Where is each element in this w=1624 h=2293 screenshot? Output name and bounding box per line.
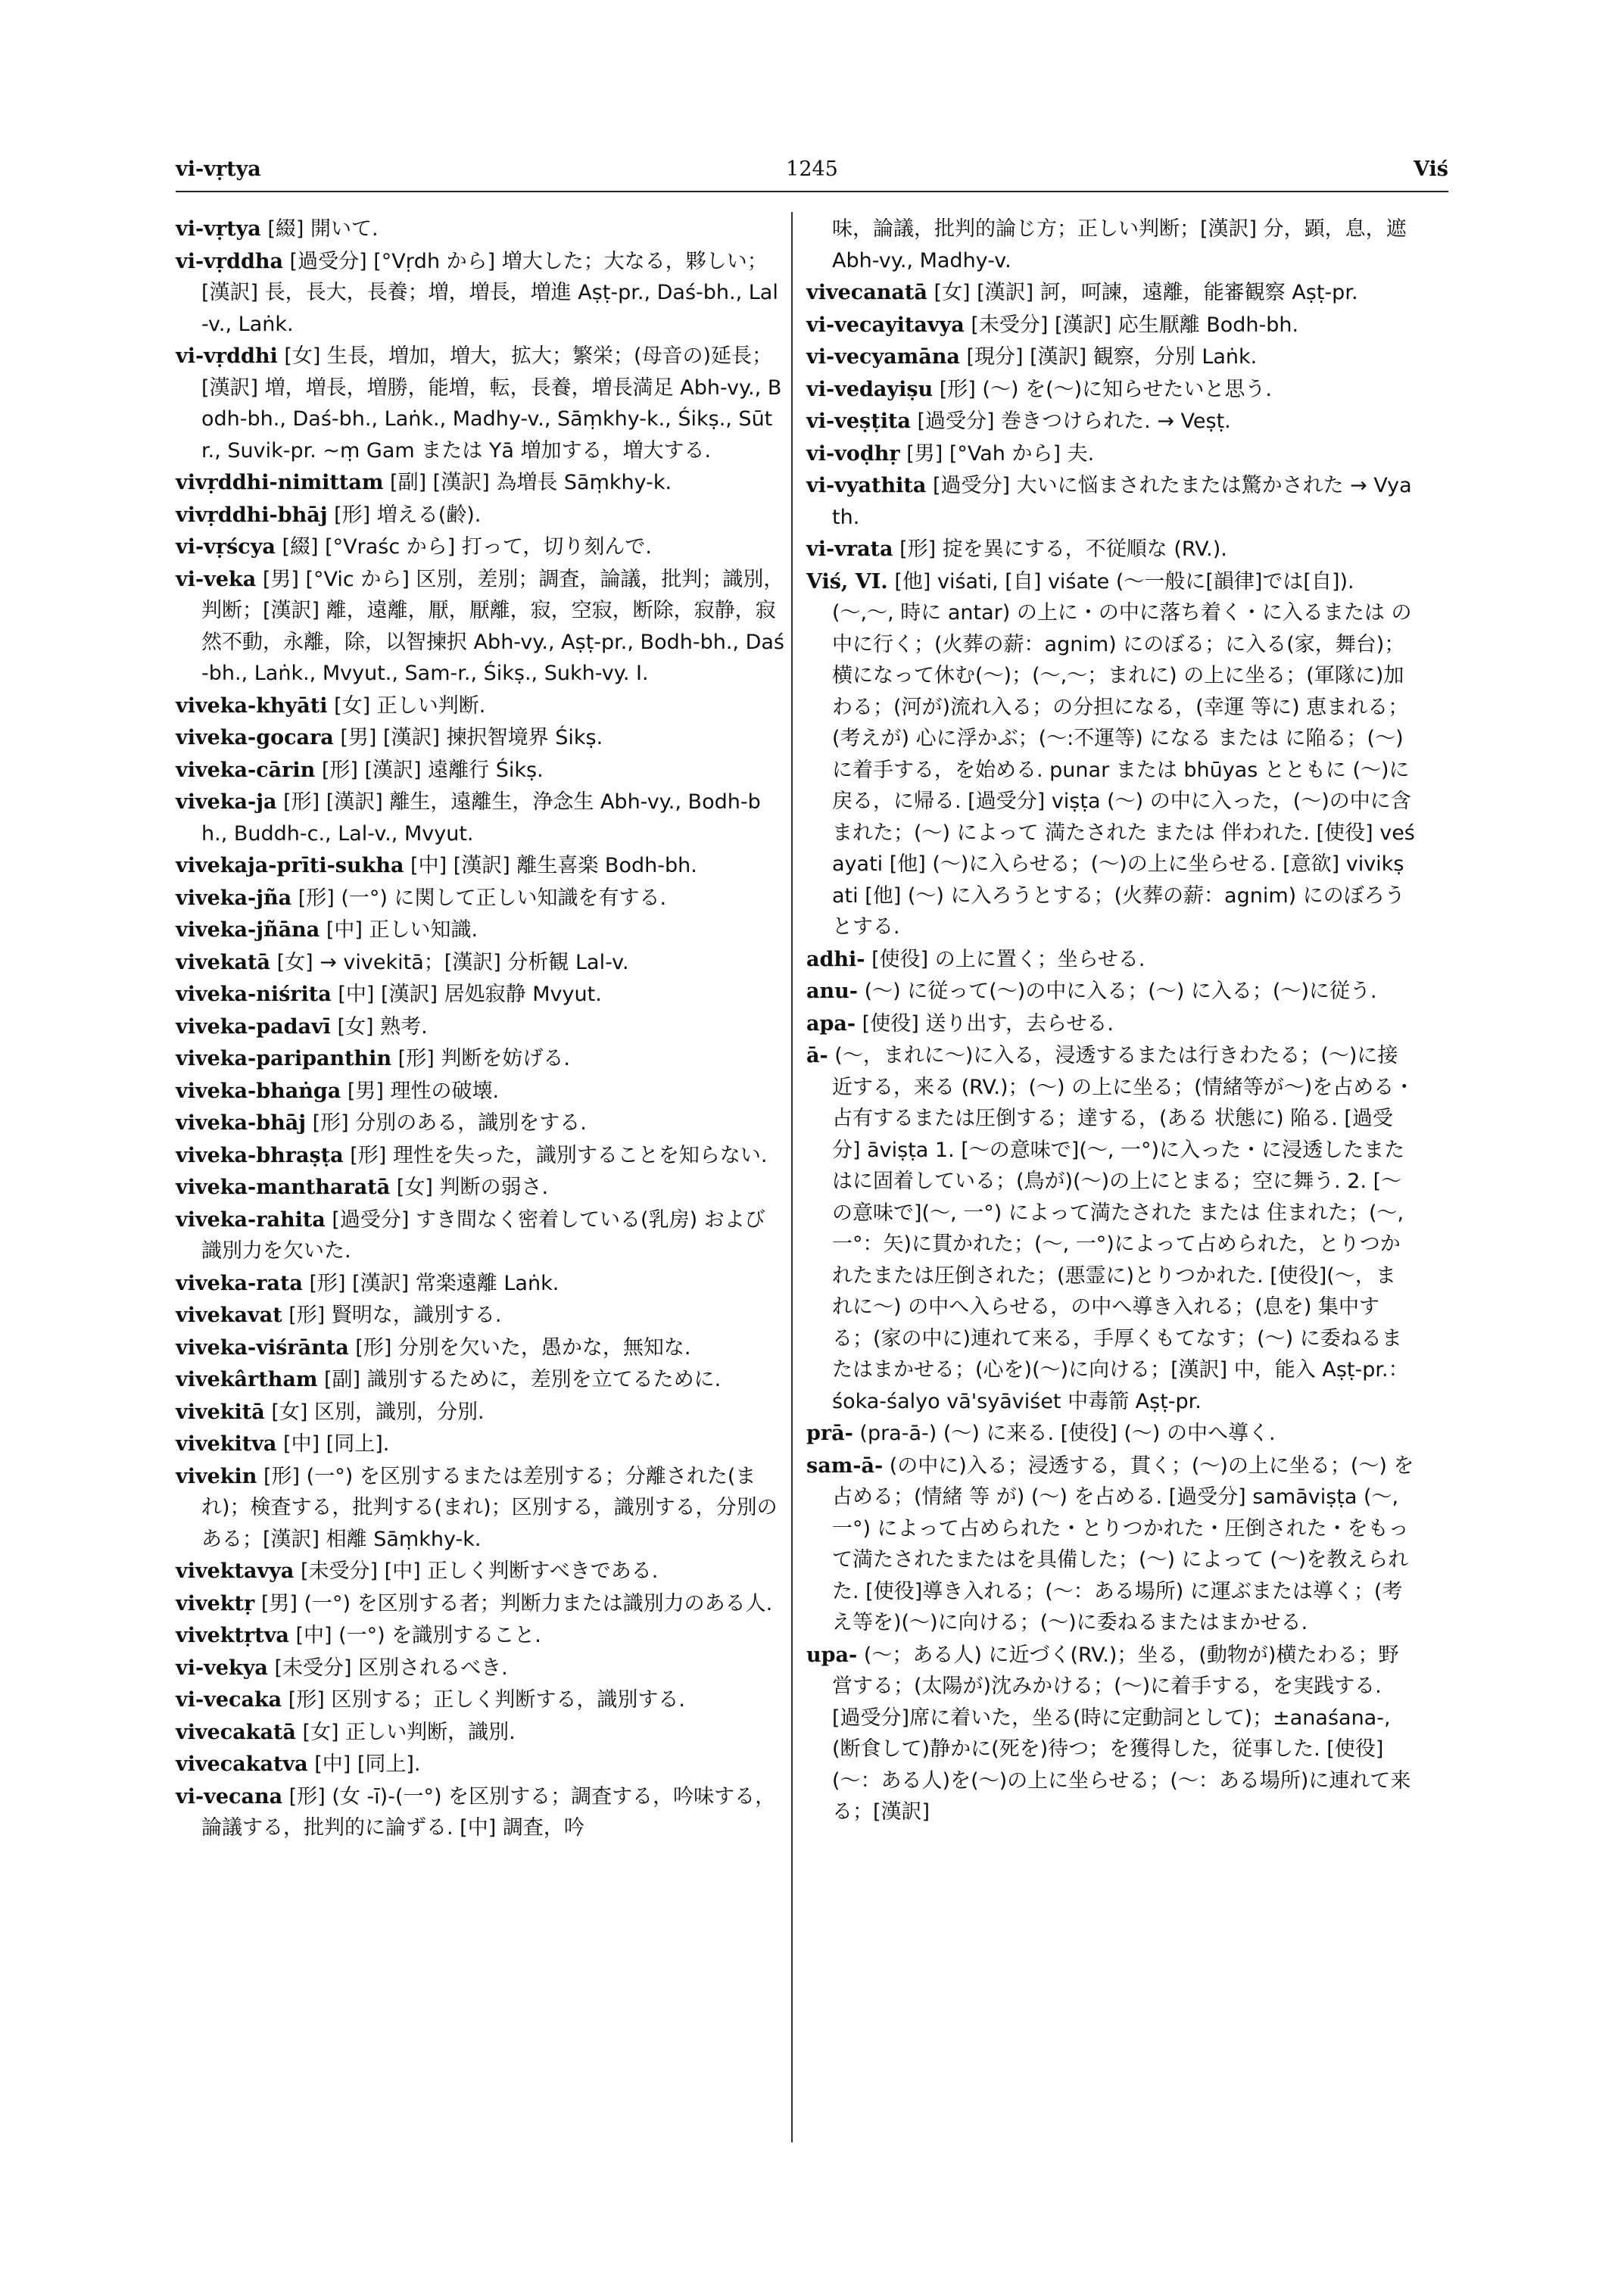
headword: vivektṛtva bbox=[176, 1624, 289, 1647]
dictionary-entry bbox=[176, 1749, 785, 1781]
headword: ā- bbox=[806, 1044, 828, 1067]
definition: [形] (〜) を(〜)に知らせたいと思う. bbox=[939, 377, 1272, 401]
definition: [中] [漢訳] 離生喜楽 Bodh-bh. bbox=[410, 854, 697, 877]
column-divider bbox=[791, 212, 793, 2142]
dictionary-entry bbox=[806, 438, 1416, 470]
headword: viveka-paripanthin bbox=[176, 1047, 392, 1070]
dictionary-entry bbox=[176, 1397, 785, 1428]
headword: vi-vekya bbox=[176, 1656, 268, 1680]
definition: [女] [漢訳] 訶，呵諫，遠離，能審観察 Aṣṭ-pr. bbox=[934, 281, 1358, 304]
dictionary-entry bbox=[176, 690, 785, 722]
dictionary-entry bbox=[176, 1620, 785, 1652]
left-column bbox=[176, 213, 785, 1845]
headword: prā- bbox=[806, 1422, 853, 1445]
definition: [中] (一°) を識別すること. bbox=[295, 1624, 541, 1647]
page-number: 1245 bbox=[786, 157, 838, 181]
definition: [形] [漢訳] 常楽遠離 Laṅk. bbox=[309, 1271, 560, 1295]
definition: (の中に)入る；浸透する，貫く；(〜)の上に坐る；(〜) を占める；(情緒 等 が) (〜) を占める. [過受分] samāviṣṭa (〜, 一°) によって占められた・とりつかれた・圧倒された・をもって満たされたまたはを具備した；(〜) によって (〜)を教えられた. [使役]導き入れる；(〜：ある場所) に運ぶまたは導く；(考え等を)(〜)に向ける；(〜)に委ねるまたはまかせる. bbox=[832, 1453, 1414, 1634]
headword: viveka-bhraṣṭa bbox=[176, 1143, 344, 1167]
definition: (〜，まれに〜)に入る，浸透するまたは行きわたる；(〜)に接近する，来る (RV.)；(〜) の上に坐る；(情緒等が〜)を占める・占有するまたは圧倒する；達する，(ある 状態に) 陥る. [過受分] āviṣṭa 1. [〜の意味で](〜, 一°)に入った・に浸透したまたはに固着している；(鳥が)(〜)の上にとまる；空に舞う. 2. [〜の意味で](〜, 一°) によって満たされた または 住まれた；(〜, 一°：矢)に貫かれた；(〜, 一°)によって占められた，とりつかれたまたは圧倒された；(悪霊に)とりつかれた. [使役](〜，まれに〜) の中へ入らせる，の中へ導き入れる；(息を) 集中する；(家の中に)連れて来る，手厚くもてなす；(〜) に委ねるまたはまかせる；(心を)(〜)に向ける；[漢訳] 中，能入 Aṣṭ-pr.：śoka-śalyo vā'syāviśet 中毒箭 Aṣṭ-pr. bbox=[832, 1044, 1415, 1413]
headword: viveka-niśrita bbox=[176, 983, 332, 1006]
definition: [綴] [°Vraśc から] 打って，切り刻んで. bbox=[282, 535, 652, 559]
headword: vi-vecana bbox=[176, 1784, 283, 1809]
definition: 味，論議，批判的論じ方；正しい判断；[漢訳] 分，顕，息，遮 Abh-vy., Madhy-v. bbox=[832, 217, 1407, 273]
headword: apa- bbox=[806, 1011, 856, 1036]
definition: [現分] [漢訳] 観察，分別 Laṅk. bbox=[966, 345, 1258, 369]
definition: [中] [同上]. bbox=[283, 1432, 390, 1456]
headword: viveka-padavī bbox=[176, 1014, 331, 1039]
dictionary-entry bbox=[176, 947, 785, 979]
dictionary-entry bbox=[806, 213, 1416, 276]
headword: viveka-mantharatā bbox=[176, 1176, 391, 1199]
dictionary-entry bbox=[176, 883, 785, 914]
headword: vi-vecayitavya bbox=[806, 313, 965, 337]
dictionary-entry bbox=[806, 944, 1416, 976]
headword: vivekârtham bbox=[176, 1368, 318, 1391]
dictionary-entry bbox=[176, 564, 785, 690]
headword: viveka-gocara bbox=[176, 726, 334, 749]
definition: [未受分] [漢訳] 応生厭離 Bodh-bh. bbox=[971, 313, 1299, 337]
headword: anu- bbox=[806, 980, 858, 1003]
definition: (〜) に従って(〜)の中に入る；(〜) に入る；(〜)に従う. bbox=[864, 980, 1377, 1003]
headword: vivekitā bbox=[176, 1400, 265, 1424]
headword: viveka-khyāti bbox=[176, 693, 328, 718]
dictionary-entry bbox=[806, 406, 1416, 438]
dictionary-entry bbox=[176, 914, 785, 946]
definition: [過受分] 大いに悩まされたまたは驚かされた → Vyath. bbox=[832, 474, 1412, 529]
dictionary-entry bbox=[176, 1717, 785, 1749]
definition: [中] [同上]. bbox=[314, 1752, 421, 1776]
dictionary-entry bbox=[176, 722, 785, 754]
header-rule bbox=[176, 191, 1448, 192]
headword: viveka-jña bbox=[176, 886, 292, 910]
definition: [形] 区別する；正しく判断する，識別する. bbox=[288, 1688, 685, 1712]
definition: [使役] の上に置く；坐らせる. bbox=[871, 947, 1146, 971]
definition: [中] 正しい知識. bbox=[326, 918, 478, 942]
headword: adhi- bbox=[806, 947, 865, 971]
definition: [女] → vivekitā；[漢訳] 分析観 Lal-v. bbox=[276, 950, 629, 974]
definition: [形] 分別を欠いた，愚かな，無知な. bbox=[355, 1335, 691, 1360]
headword: vi-vṛddhi bbox=[176, 344, 278, 368]
definition: [女] 正しい判断，識別. bbox=[302, 1720, 516, 1744]
dictionary-entry bbox=[176, 787, 785, 849]
definition: [形] (一°) を区別するまたは差別する；分離された(まれ)；検査する，批判する(まれ)；区別する，識別する，分別のある；[漢訳] 相離 Sāṃkhy-k. bbox=[201, 1464, 778, 1551]
headword: vivekin bbox=[176, 1464, 257, 1488]
dictionary-entry bbox=[176, 1364, 785, 1396]
dictionary-entry bbox=[806, 976, 1416, 1008]
headword: viveka-ja bbox=[176, 790, 277, 814]
definition: [男] [°Vic から] 区別，差別；調査，論議，批判；識別，判断；[漢訳] 離，遠離，厭，厭離，寂，空寂，断除，寂静，寂然不動，永離，除，以智揀択 Abh-vy., Aṣṭ-pr., Bodh-bh., Daś-bh., Laṅk., Mvyut., Sam-r., Śikṣ., Sukh-vy. I. bbox=[201, 567, 784, 685]
headword: viveka-cārin bbox=[176, 758, 316, 782]
headword: sam-ā- bbox=[806, 1453, 884, 1478]
dictionary-entry bbox=[176, 1428, 785, 1460]
definition: (pra-ā-) (〜) に来る. [使役] (〜) の中へ導く. bbox=[859, 1422, 1276, 1445]
dictionary-entry bbox=[176, 531, 785, 563]
headword: viveka-viśrānta bbox=[176, 1335, 349, 1360]
dictionary-entry bbox=[806, 310, 1416, 341]
headword: vi-voḍhṛ bbox=[806, 441, 900, 466]
definition: [女] 生長，増加，増大，拡大；繁栄；(母音の)延長；[漢訳] 増，増長，増勝，能増，転，長養，増長満足 Abh-vy., Bodh-bh., Daś-bh., Laṅk., Madhy-v., Sāṃkhy-k., Śikṣ., Sūtr., Suvik-pr. ~ṃ Gam または Yā 増加する，増大する. bbox=[201, 344, 782, 463]
right-column bbox=[806, 213, 1416, 1829]
definition: [形] 賢明な，識別する. bbox=[288, 1304, 502, 1327]
dictionary-entry bbox=[176, 1043, 785, 1075]
dictionary-entry bbox=[806, 470, 1416, 533]
definition: [女] 正しい判断. bbox=[334, 693, 486, 718]
definition: [形] [漢訳] 離生，遠離生，浄念生 Abh-vy., Bodh-bh., Buddh-c., Lal-v., Mvyut. bbox=[201, 790, 761, 846]
definition: [副] 識別するために，差別を立てるために. bbox=[324, 1368, 722, 1391]
headword: upa- bbox=[806, 1643, 858, 1667]
dictionary-entry bbox=[176, 1076, 785, 1108]
dictionary-entry bbox=[176, 1588, 785, 1620]
headword: vivecakatā bbox=[176, 1720, 296, 1744]
headword: vivektavya bbox=[176, 1559, 295, 1583]
definition: [未受分] 区別されるべき. bbox=[274, 1656, 508, 1680]
dictionary-entry bbox=[176, 755, 785, 787]
dictionary-entry bbox=[176, 213, 785, 245]
dictionary-entry bbox=[806, 1008, 1416, 1040]
headword: vi-vṛtya bbox=[176, 217, 261, 241]
dictionary-entry bbox=[176, 500, 785, 531]
dictionary-entry bbox=[176, 341, 785, 466]
dictionary-entry bbox=[806, 277, 1416, 309]
headword: vivṛddhi-bhāj bbox=[176, 503, 328, 527]
definition: [形] 判断を妨げる. bbox=[397, 1047, 570, 1070]
definition: [過受分] 巻きつけられた. → Veṣṭ. bbox=[917, 410, 1231, 433]
definition: [男] [漢訳] 揀択智境界 Śikṣ. bbox=[340, 726, 603, 749]
header-right-guideword: Viś bbox=[1414, 157, 1448, 181]
dictionary-entry bbox=[176, 1268, 785, 1300]
dictionary-entry bbox=[176, 850, 785, 882]
headword: vi-vrata bbox=[806, 537, 893, 561]
headword: viveka-bhāj bbox=[176, 1111, 306, 1135]
dictionary-entry bbox=[176, 1556, 785, 1587]
headword: vi-vedayiṣu bbox=[806, 377, 934, 401]
headword: vivekitva bbox=[176, 1432, 277, 1456]
definition: [女] 熟考. bbox=[337, 1014, 428, 1039]
dictionary-entry bbox=[806, 1450, 1416, 1639]
dictionary-entry bbox=[176, 1781, 785, 1844]
dictionary-entry bbox=[176, 1300, 785, 1332]
definition: [女] 区別，識別，分別. bbox=[271, 1400, 485, 1424]
headword: viveka-rata bbox=[176, 1271, 303, 1295]
definition: [形] 掟を異にする，不従順な (RV.). bbox=[899, 537, 1227, 561]
definition: [中] [漢訳] 居処寂静 Mvyut. bbox=[338, 983, 602, 1006]
headword: vivekatā bbox=[176, 950, 270, 974]
dictionary-entry bbox=[806, 1640, 1416, 1828]
headword: vivektṛ bbox=[176, 1591, 255, 1615]
dictionary-entry bbox=[176, 1204, 785, 1267]
definition: (〜；ある人) に近づく(RV.)；坐る，(動物が)横たわる；野営する；(太陽が)沈みかける；(〜)に着手する，を実践する. [過受分]席に着いた，坐る(時に定動詞として)；±anaśana-, (断食して)静かに(死を)待つ；を獲得した，従事した. [使役] (〜：ある人)を(〜)の上に坐らせる；(〜：ある場所)に連れて来る；[漢訳] bbox=[832, 1643, 1411, 1824]
headword: vi-vṛddha bbox=[176, 249, 283, 273]
running-head bbox=[176, 157, 1448, 188]
dictionary-entry bbox=[176, 1653, 785, 1684]
dictionary-entry bbox=[176, 1140, 785, 1172]
definition: [形] [漢訳] 遠離行 Śikṣ. bbox=[321, 758, 544, 782]
headword: vi-veka bbox=[176, 567, 257, 591]
dictionary-entry bbox=[176, 1108, 785, 1139]
definition: [副] [漢訳] 為増長 Sāṃkhy-k. bbox=[390, 471, 672, 494]
definition: [形] (女 -ī)-(一°) を区別する；調査する，吟味する，論議する，批判的に論ずる. [中] 調査，吟 bbox=[201, 1784, 776, 1840]
definition: [他] viśati, [自] viśate (〜一般に[韻律]では[自]). (〜,〜, 時に antar) の上に・の中に落ち着く・に入るまたは の中に行く；(火葬の薪：agnim) にのぼる；に入る(家，舞台)；横になって休む(〜)；(〜,〜；まれに) の上に坐る；(軍隊に)加わる；(河が)流れ入る；の分担になる，(幸運 等に) 恵まれる；(考えが) 心に浮かぶ；(〜:不運等) になる または に陥る；(〜)に着手する，を始める. punar または bhūyas とともに (〜)に戻る，に帰る. [過受分] viṣṭa (〜) の中に入った，(〜)の中に含まれた；(〜) によって 満たされた または 伴われた. [使役] veśayati [他] (〜)に入らせる；(〜)の上に坐らせる. [意欲] vivikṣati [他] (〜) に入ろうとする；(火葬の薪：agnim) にのぼろうとする. bbox=[832, 569, 1415, 939]
definition: [男] 理性の破壊. bbox=[347, 1079, 500, 1103]
headword: vi-vecyamāna bbox=[806, 345, 960, 369]
header-left-guideword: vi-vṛtya bbox=[176, 157, 261, 181]
dictionary-entry bbox=[806, 534, 1416, 565]
headword: vi-vyathita bbox=[806, 474, 927, 497]
dictionary-entry bbox=[806, 566, 1416, 943]
headword: vi-vṛścya bbox=[176, 535, 276, 559]
headword: vivekaja-prīti-sukha bbox=[176, 854, 404, 877]
dictionary-entry bbox=[176, 246, 785, 341]
definition: [過受分] すき間なく密着している(乳房) および識別力を欠いた. bbox=[201, 1207, 765, 1263]
headword: vivṛddhi-nimittam bbox=[176, 471, 384, 494]
headword: viveka-jñāna bbox=[176, 918, 320, 942]
definition: [過受分] [°Vṛdh から] 増大した；大なる，夥しい；[漢訳] 長，長大，長養；増，増長，増進 Aṣṭ-pr., Daś-bh., Lal-v., Laṅk. bbox=[201, 249, 778, 336]
dictionary-entry bbox=[806, 341, 1416, 373]
dictionary-entry bbox=[176, 1461, 785, 1556]
headword: vivecanatā bbox=[806, 281, 927, 304]
definition: [男] [°Vah から] 夫. bbox=[906, 441, 1095, 466]
dictionary-entry bbox=[806, 1418, 1416, 1450]
headword: viveka-bhaṅga bbox=[176, 1079, 341, 1103]
headword: Viś, VI. bbox=[806, 569, 888, 594]
headword: vivecakatva bbox=[176, 1752, 308, 1776]
dictionary-entry bbox=[176, 1011, 785, 1043]
dictionary-entry bbox=[176, 979, 785, 1011]
definition: [形] 分別のある，識別をする. bbox=[312, 1111, 587, 1135]
dictionary-entry bbox=[176, 1172, 785, 1204]
definition: [綴] 開いて. bbox=[267, 217, 379, 241]
dictionary-entry bbox=[806, 1040, 1416, 1417]
headword: viveka-rahita bbox=[176, 1207, 326, 1232]
definition: [形] (一°) に関して正しい知識を有する. bbox=[298, 886, 667, 910]
definition: [未受分] [中] 正しく判断すべきである. bbox=[300, 1559, 659, 1583]
dictionary-entry bbox=[176, 467, 785, 499]
definition: [形] 理性を失った，識別することを知らない. bbox=[350, 1143, 768, 1167]
definition: [使役] 送り出す，去らせる. bbox=[862, 1011, 1114, 1036]
dictionary-entry bbox=[176, 1684, 785, 1716]
headword: vivekavat bbox=[176, 1304, 282, 1327]
definition: [女] 判断の弱さ. bbox=[396, 1176, 549, 1199]
dictionary-entry bbox=[176, 1332, 785, 1364]
definition: [形] 増える(齢). bbox=[334, 503, 482, 527]
dictionary-entry bbox=[806, 374, 1416, 406]
headword: vi-vecaka bbox=[176, 1688, 282, 1712]
definition: [男] (一°) を区別する者；判断力または識別力のある人. bbox=[260, 1591, 773, 1615]
headword: vi-veṣṭita bbox=[806, 410, 911, 433]
